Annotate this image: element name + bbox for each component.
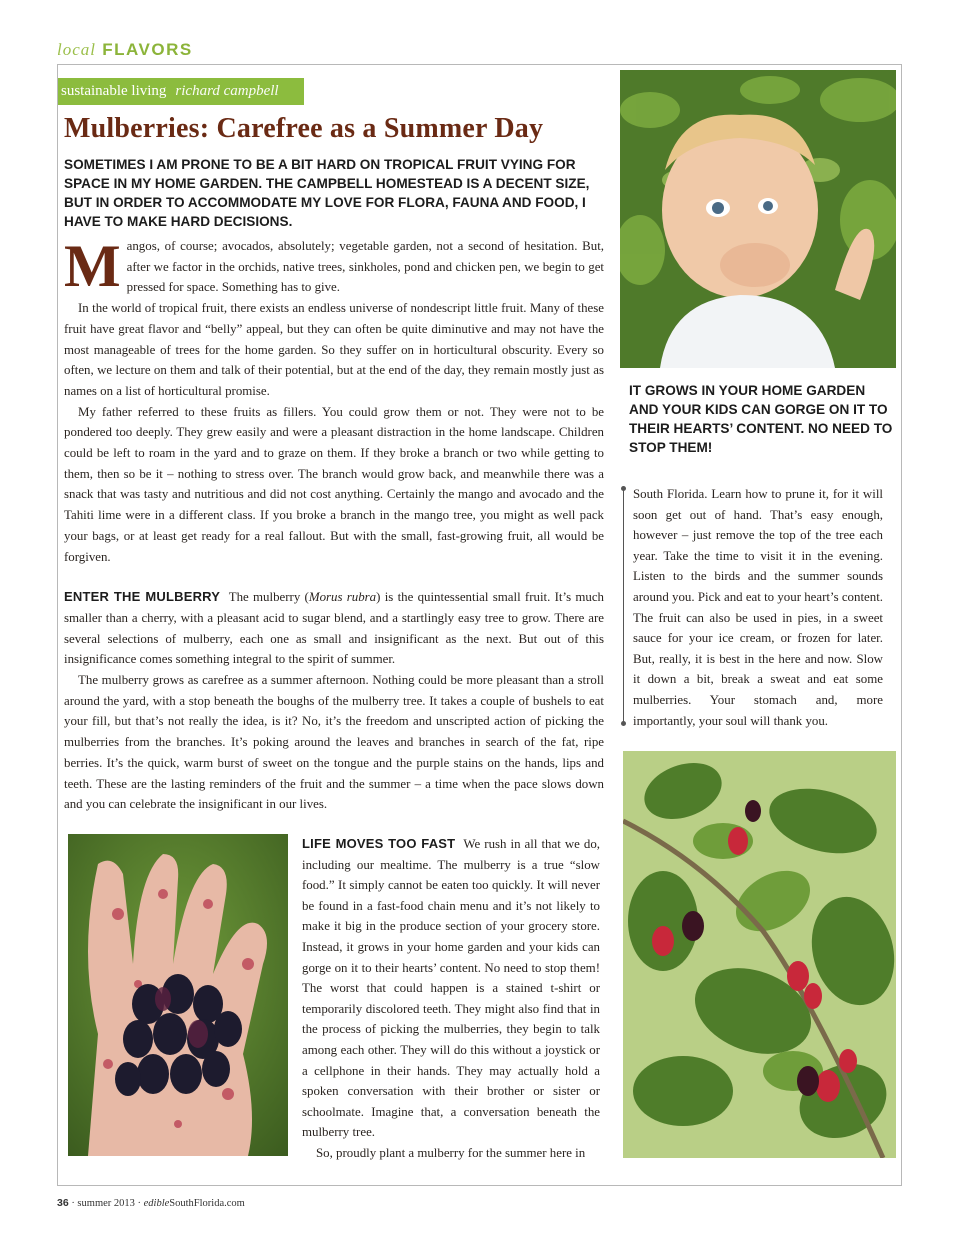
category-label: sustainable living — [61, 83, 167, 99]
article-deck: SOMETIMES I AM PRONE TO BE A BIT HARD ON TROPICAL FRUIT VYING FOR SPACE IN MY HOME GARDEN. THE CAMPBELL HOMESTEAD IS A DECENT SIZE, BUT IN ORDER TO ACCOMMODATE MY LOVE FOR FLORA, FAUNA AND FOOD, I HAVE TO MAKE HARD DECISIONS. — [64, 157, 590, 229]
paragraph-5: The mulberry grows as carefree as a summer afternoon. Nothing could be more pleasant than a stroll around the yard, with a stop beneath the boughs of the mulberry tree. It takes a couple of bushels to eat your fill, but that’s not really the idea, is it? No, it’s the freedom and unscripted action of picking the mulberries from the branches. It’s poking around the leaves and branches in search of the fat, ripe berries. It’s the quick, warm burst of sweet on the tongue and the purple stains on the hands, lips and teeth. These are the lasting reminders of the fruit and the summer – a time when the pace slows down and you can celebrate the insignificant in our lives. — [64, 673, 604, 812]
pull-quote: IT GROWS IN YOUR HOME GARDEN AND YOUR KIDS CAN GORGE ON IT TO THEIR HEARTS’ CONTENT. NO NEED TO STOP THEM! — [629, 383, 893, 455]
scientific-name: Morus rubra — [308, 590, 377, 605]
issue-date: · summer 2013 · — [68, 1198, 144, 1209]
subhead-life-moves-too-fast: LIFE MOVES TOO FAST — [302, 836, 456, 851]
paragraph-3: My father referred to these fruits as fillers. You could grow them or not. They were not to be pondered too deeply. They grew easily and were a pleasant distraction in the home landscape. Children could be left to roam in the yard and to graze on them. If they broke a branch or two while getting to them, then so be it – nothing to stress over. The branch would grow back, and meanwhile there was a snack that was tasty and nutritious and did not cost anything. Certainly the mango and avocado and the Tahiti lime were in a different class. If you broke a branch in the mango tree, you might as well pack your bags, or at least get ready for a real fallout. But with the small, fast-growing fruit, all would be forgiven. — [64, 404, 604, 564]
mulberry-branch-photo — [623, 751, 896, 1158]
category-tag — [58, 78, 304, 105]
paragraph-1: Mangos, of course; avocados, absolutely; vegetable garden, not a second of hesitation. But, after we factor in the orchids, native trees, sinkholes, pond and chicken pen, we begin to get pressed for space. Something has to give. — [64, 233, 604, 299]
paragraph-2: In the world of tropical fruit, there exists an endless universe of nondescript little fruit. Many of these fruit have great flavor and “belly” appeal, but they can often be quite diminutive and may not have the most manageable of trees for the home garden. So they suffer on in horticultural obscurity. Every so often, we lecture on them and talk of their potential, but at the end of the day, they remain mostly just as names on a list of horticultural promise. — [64, 301, 604, 398]
body-column — [64, 233, 604, 815]
column-rule — [623, 488, 624, 724]
child-eating-photo — [620, 70, 896, 368]
page-number: 36 — [57, 1197, 69, 1209]
brand-italic: edible — [143, 1198, 170, 1209]
page-footer — [57, 1197, 245, 1209]
section-kicker-bold: FLAVORS — [102, 40, 193, 59]
paragraph-4: ENTER THE MULBERRY The mulberry (Morus rubra) is the quintessential small fruit. It’s much smaller than a cherry, with a pleasant acid to sugar blend, and a startlingly easy tree to grow. There are several selections of mulberry, each one as small and insignificant as the next. But out of this insignificance comes something integral to the spirit of summer. — [64, 589, 604, 667]
right-text-column — [633, 484, 883, 731]
author-name: richard campbell — [175, 83, 279, 99]
section-kicker — [57, 40, 193, 60]
paragraph-7: So, proudly plant a mulberry for the summer here in — [316, 1145, 586, 1160]
section-kicker-light: local — [57, 40, 96, 59]
drop-cap: M — [64, 233, 121, 299]
brand-domain: SouthFlorida.com — [169, 1198, 245, 1209]
paragraph-8: South Florida. Learn how to prune it, for it will soon get out of hand. That’s easy enough, however – just remove the top of the tree each year. Take the time to visit it in the evening. Listen to the birds and the summer sounds around you. Pick and eat to your heart’s content. The fruit can also be used in pies, in a sweet sauce for your ice cream, or frozen for later. But, really, it is best in the here and now. Slow it down a bit, break a sweat and eat some mulberries. Your stomach and, more importantly, your soul will thank you. — [633, 487, 883, 728]
text-column-3 — [302, 834, 600, 1164]
subhead-enter-the-mulberry: ENTER THE MULBERRY — [64, 589, 221, 605]
hand-mulberries-photo — [68, 834, 288, 1156]
article-headline: Mulberries: Carefree as a Summer Day — [64, 113, 544, 144]
paragraph-6: LIFE MOVES TOO FAST We rush in all that we do, including our mealtime. The mulberry is a true “slow food.” It simply cannot be eaten too quickly. It will never be found in a fast-food chain menu and it’s not likely to make it big in the produce section of your grocery store. Instead, it grows in your home garden and your kids can gorge on it to their hearts’ content. No need to stop them! The worst that could happen is a stained t-shirt or temporarily discolored teeth. They might also find that in the process of picking the mulberries, they begin to talk among each other. They will do this without a joystick or a cellphone in their hands. They may actually hold a spoken conversation with their brother or sister or schoolmate. Imagine that, a conversation beneath the mulberry tree. — [302, 836, 600, 1140]
